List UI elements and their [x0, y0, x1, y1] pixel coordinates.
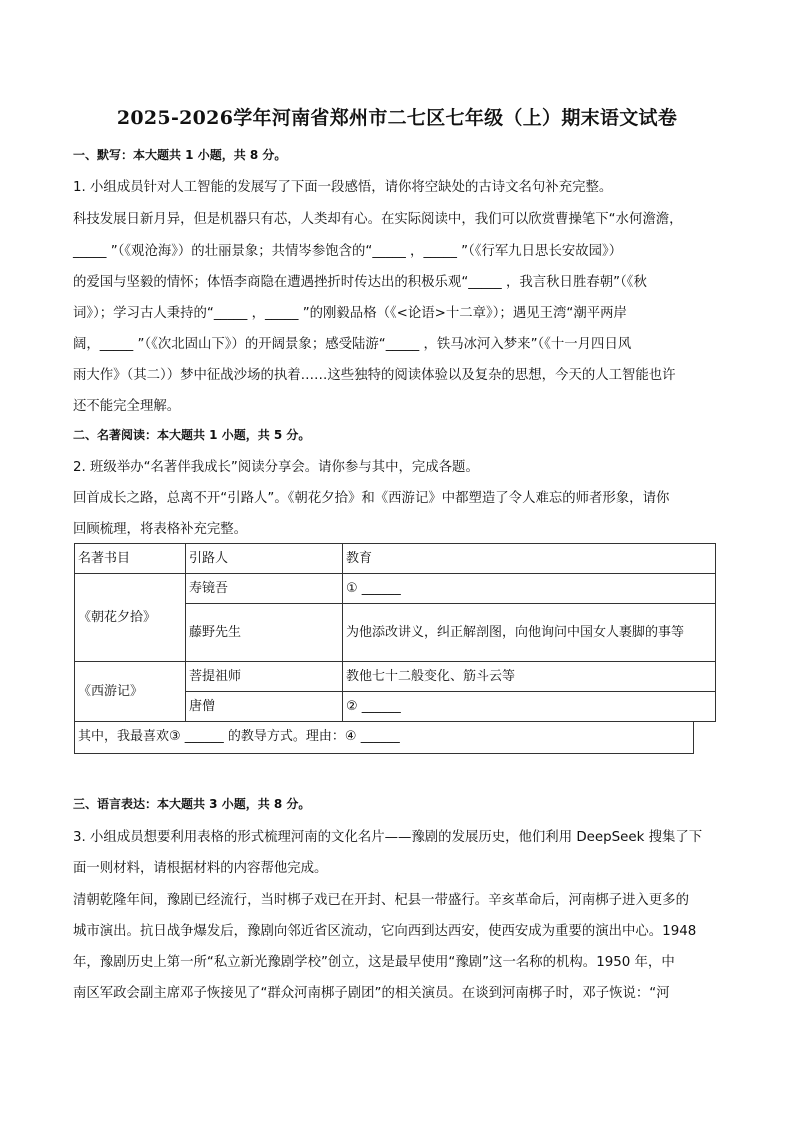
table-mentor-cell: 菩提祖师: [186, 662, 343, 692]
table-education-cell: 教他七十二般变化、筋斗云等: [343, 662, 716, 692]
table-education-cell: 为他添改讲义，纠正解剖图，向他询问中国女人裹脚的事等: [343, 604, 716, 662]
question3-prompt: 3. 小组成员想要利用表格的形式梳理河南的文化名片——豫剧的发展历史，他们利用 DeepSeek 搜集了下: [73, 830, 703, 845]
mentor-table: [74, 543, 716, 722]
passage1-line: _____ ”（《观沧海》）的壮丽景象；共情岑参饱含的“_____ ，_____ ”（《行军九日思长安故园》）: [73, 244, 623, 259]
passage1-line: 词》）；学习古人秉持的“_____ ，_____ ”的刚毅品格（《<论语>十二章》）；遇见王湾“潮平两岸: [73, 306, 627, 321]
table-mentor-cell: 寿镜吾: [186, 574, 343, 604]
table-answer-blank[interactable]: ② ______: [343, 692, 716, 722]
question3-prompt: 面一则材料，请根据材料的内容帮他完成。: [73, 861, 328, 876]
passage1-line: 还不能完全理解。: [73, 399, 181, 414]
question1-prompt: 1. 小组成员针对人工智能的发展写了下面一段感悟，请你将空缺处的古诗文名句补充完整。: [73, 180, 613, 195]
passage2-line: 回顾梳理，将表格补充完整。: [73, 522, 248, 537]
passage3-line: 城市演出。抗日战争爆发后，豫剧向邻近省区流动，它向西到达西安，使西安成为重要的演出中心。1948: [73, 924, 697, 939]
section3-heading: 三、语言表达：本大题共 3 小题，共 8 分。: [73, 797, 311, 811]
passage1-line: 雨大作》（其二））梦中征战沙场的执着……这些独特的阅读体验以及复杂的思想，今天的人工智能也许: [73, 368, 676, 383]
question2-prompt: 2. 班级举办“名著伴我成长”阅读分享会。请你参与其中，完成各题。: [73, 460, 479, 475]
exam-title: 2025-2026学年河南省郑州市二七区七年级（上）期末语文试卷: [116, 107, 678, 129]
table-header-mentor: 引路人: [186, 544, 343, 574]
table-mentor-cell: 唐僧: [186, 692, 343, 722]
table-header-book: 名著书目: [75, 544, 186, 574]
passage3-line: 清朝乾隆年间，豫剧已经流行，当时梆子戏已在开封、杞县一带盛行。辛亥革命后，河南梆子进入更多的: [73, 893, 689, 908]
section2-heading: 二、名著阅读：本大题共 1 小题，共 5 分。: [73, 428, 311, 442]
passage3-line: 年，豫剧历史上第一所“私立新光豫剧学校”创立，这是最早使用“豫剧”这一名称的机构。1950 年，中: [73, 955, 675, 970]
passage2-line: 回首成长之路，总离不开“引路人”。《朝花夕拾》和《西游记》中都塑造了令人难忘的师者形象，请你: [73, 491, 670, 506]
passage1-line: 阔，_____ ”（《次北固山下》）的开阔景象；感受陆游“_____ ，铁马冰河入梦来”（《十一月四日风: [73, 337, 632, 352]
table-header-education: 教育: [343, 544, 716, 574]
passage1-line: 科技发展日新月异，但是机器只有芯，人类却有心。在实际阅读中，我们可以欣赏曹操笔下“水何澹澹，: [73, 212, 683, 227]
table-footer-row[interactable]: 其中，我最喜欢③ ______ 的教导方式。理由：④ ______: [74, 722, 694, 754]
passage1-line: 的爱国与坚毅的情怀；体悟李商隐在遭遇挫折时传达出的积极乐观“_____ ，我言秋日胜春朝”（《秋: [73, 275, 647, 290]
table-answer-blank[interactable]: ① ______: [343, 574, 716, 604]
section1-heading: 一、默写：本大题共 1 小题，共 8 分。: [73, 148, 287, 162]
table-book-cell: 《朝花夕拾》: [75, 574, 186, 662]
passage3-line: 南区军政会副主席邓子恢接见了“群众河南梆子剧团”的相关演员。在谈到河南梆子时，邓子恢说：“河: [73, 986, 670, 1001]
table-mentor-cell: 藤野先生: [186, 604, 343, 662]
table-book-cell: 《西游记》: [75, 662, 186, 722]
